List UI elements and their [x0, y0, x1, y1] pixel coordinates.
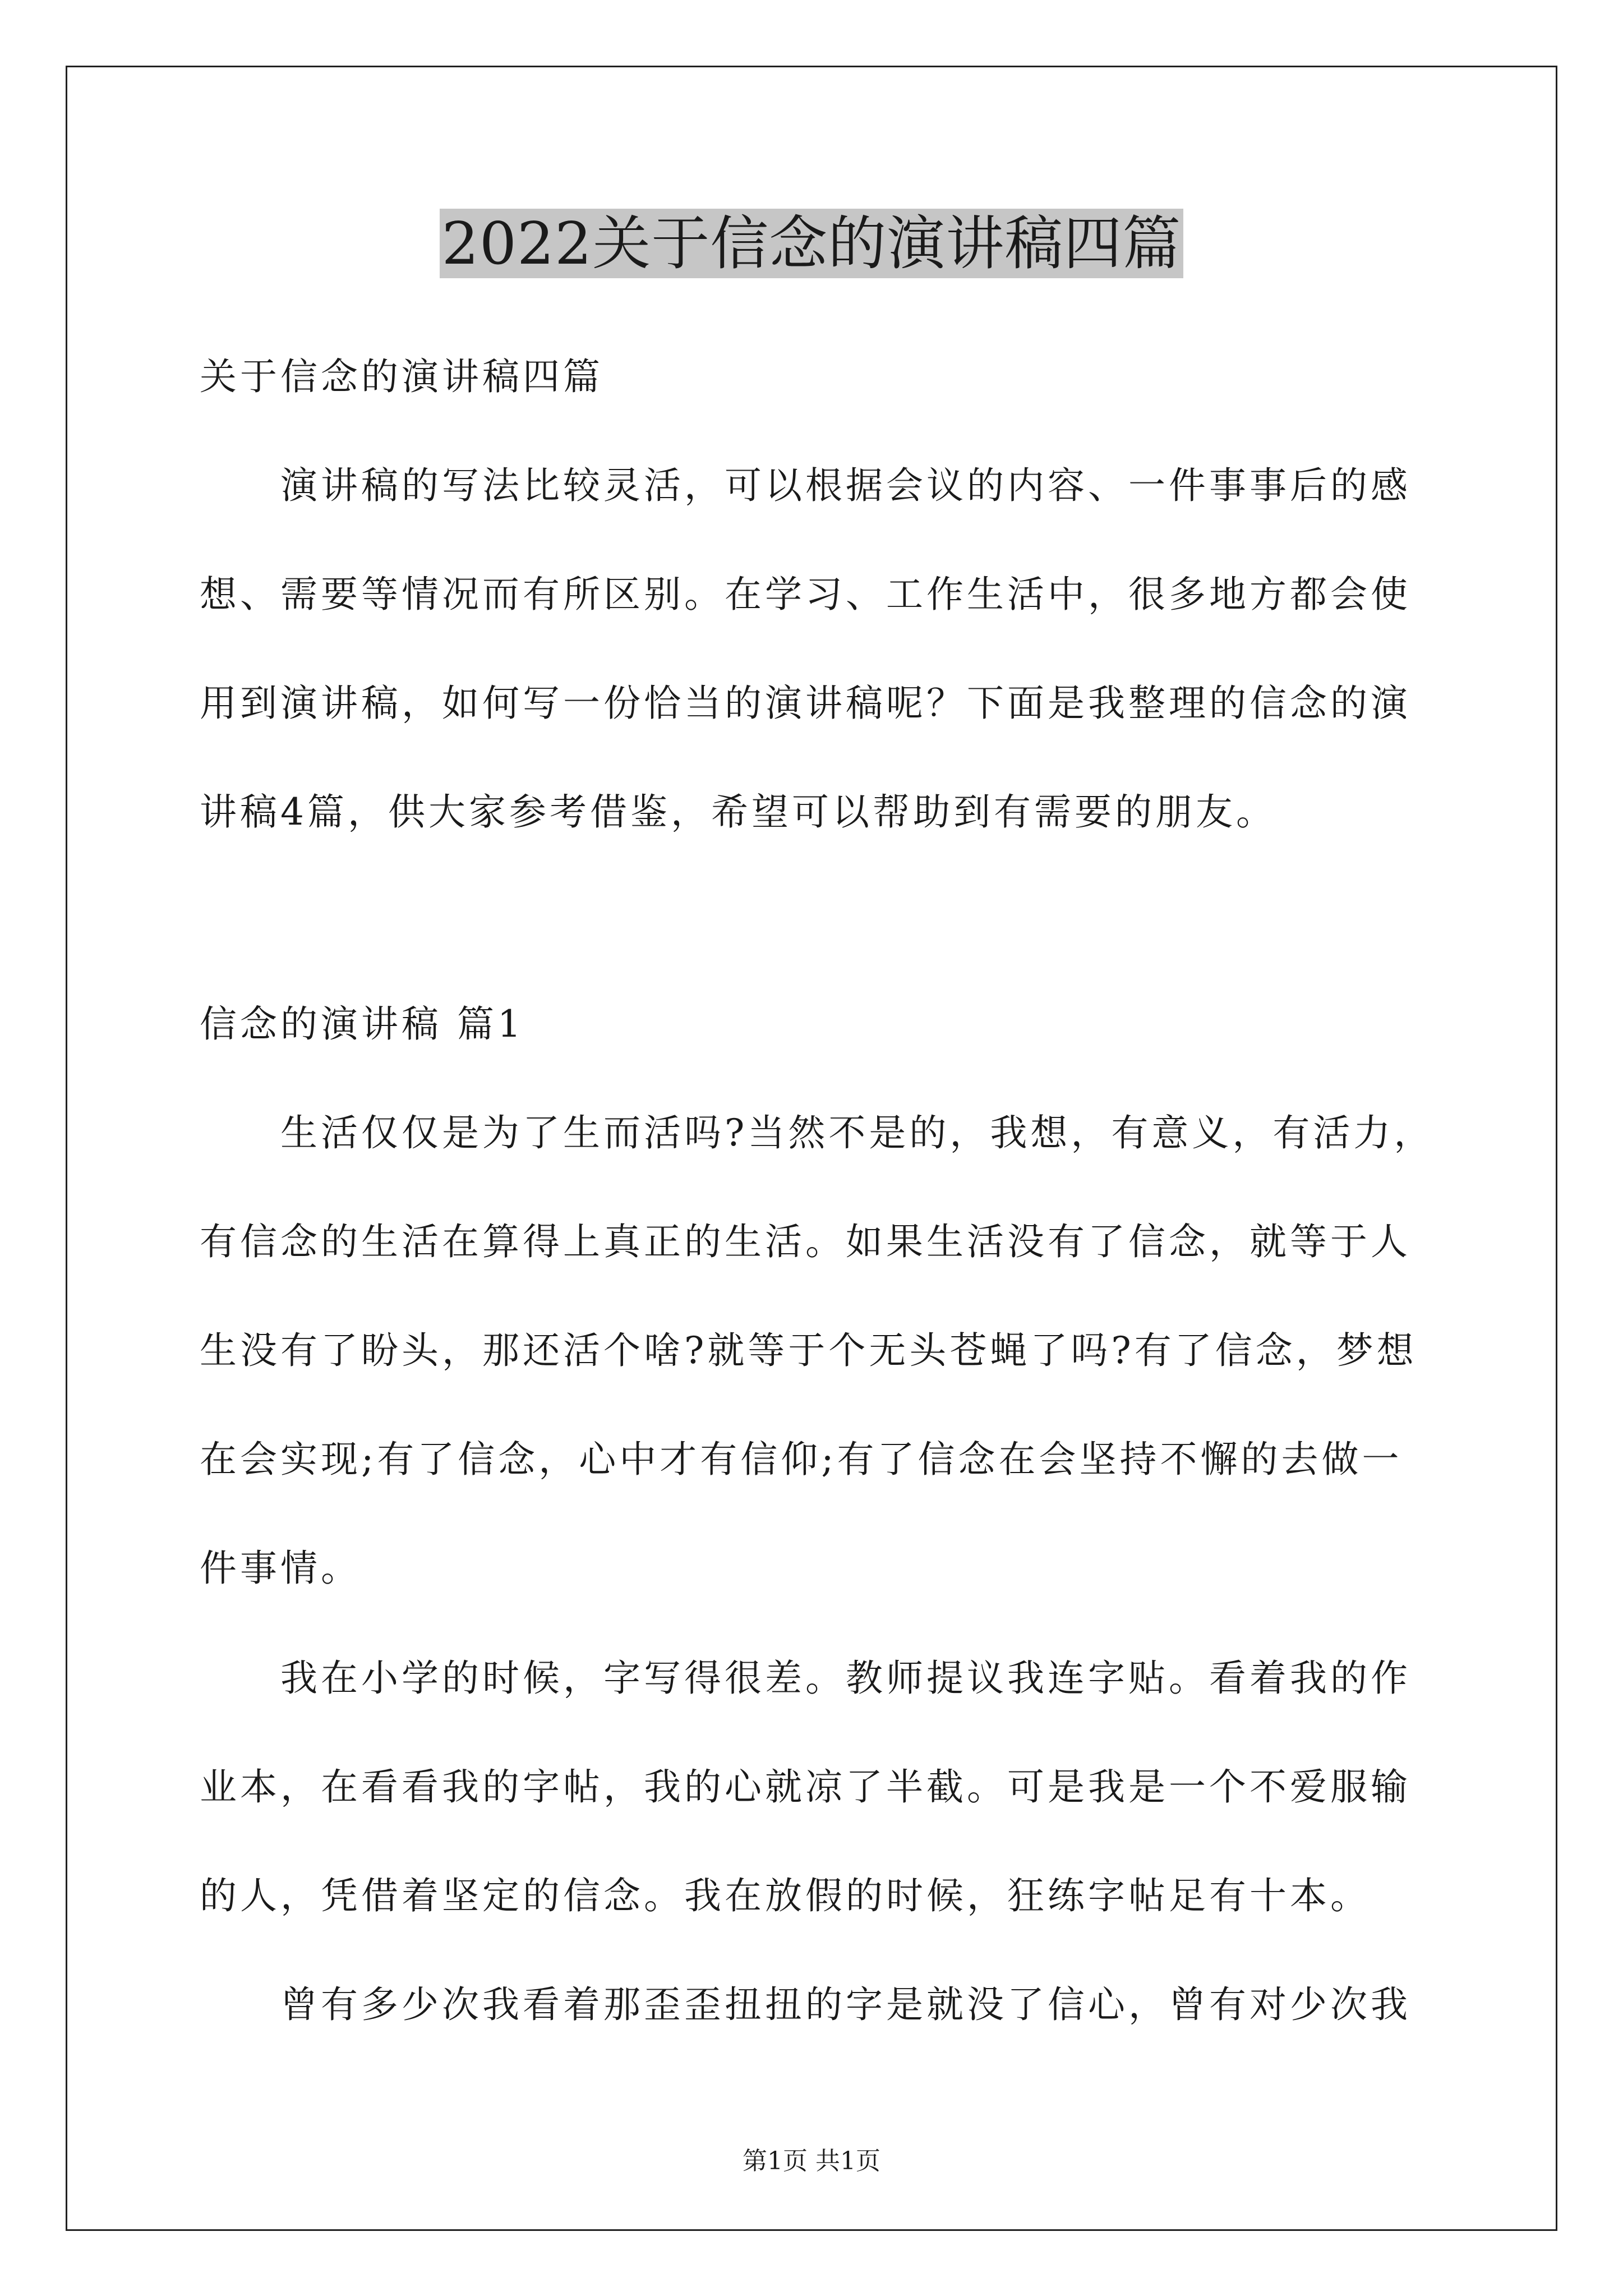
para2-line: 我在小学的时候，字写得很差。教师提议我连字贴。看着我的作	[280, 1657, 1411, 1700]
para1-line: 有信念的生活在算得上真正的生活。如果生活没有了信念，就等于人	[200, 1220, 1411, 1263]
para2-line: 业本，在看看我的字帖，我的心就凉了半截。可是我是一个不爱服输	[200, 1765, 1411, 1809]
title-container	[0, 209, 1623, 278]
para1-line: 件事情。	[200, 1547, 361, 1590]
document-title: 2022关于信念的演讲稿四篇	[440, 209, 1184, 278]
document-subtitle: 关于信念的演讲稿四篇	[200, 355, 603, 398]
section-heading: 信念的演讲稿 篇1	[200, 1002, 524, 1046]
para2-line: 的人，凭借着坚定的信念。我在放假的时候，狂练字帖足有十本。	[200, 1874, 1371, 1917]
para3-line: 曾有多少次我看着那歪歪扭扭的字是就没了信心，曾有对少次我	[280, 1983, 1411, 2026]
para1-line: 生活仅仅是为了生而活吗?当然不是的，我想，有意义，有活力，	[280, 1111, 1435, 1154]
page-footer: 第1页 共1页	[743, 2147, 880, 2175]
intro-line: 想、需要等情况而有所区别。在学习、工作生活中，很多地方都会使	[200, 573, 1411, 616]
para1-line: 生没有了盼头，那还活个啥?就等于个无头苍蝇了吗?有了信念，梦想	[200, 1329, 1417, 1372]
intro-line: 演讲稿的写法比较灵活，可以根据会议的内容、一件事事后的感	[280, 464, 1411, 507]
intro-line: 用到演讲稿，如何写一份恰当的演讲稿呢？下面是我整理的信念的演	[200, 682, 1411, 725]
para1-line: 在会实现;有了信念，心中才有信仰;有了信念在会坚持不懈的去做一	[200, 1438, 1403, 1481]
intro-line: 讲稿4篇，供大家参考借鉴，希望可以帮助到有需要的朋友。	[200, 790, 1276, 834]
